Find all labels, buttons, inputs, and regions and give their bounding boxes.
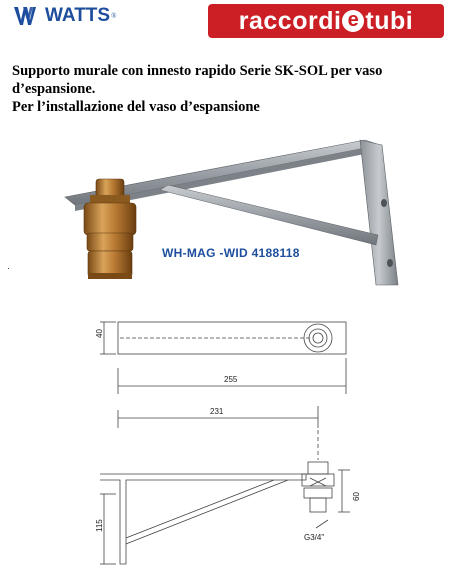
wall-bracket-photo	[60, 135, 410, 300]
logo-word-raccordi: raccordi	[238, 6, 342, 35]
dim-length-total: 255	[224, 375, 238, 384]
logo-letter-e: e	[342, 10, 364, 32]
stray-dot	[8, 268, 9, 269]
top-view	[100, 322, 346, 460]
product-description	[12, 62, 442, 116]
technical-drawing	[60, 310, 400, 582]
registered-mark: ®	[111, 12, 117, 20]
watts-logo	[14, 6, 116, 26]
side-view	[100, 462, 350, 564]
dim-height-connector: 60	[352, 492, 361, 501]
logo-word-tubi: tubi	[365, 6, 414, 35]
dim-length-inner: 231	[210, 407, 224, 416]
watts-logo-text: WATTS	[45, 5, 111, 26]
product-code: WH-MAG -WID 4188118	[162, 246, 300, 260]
dim-thread: G3/4"	[304, 533, 325, 542]
dim-height-bracket: 115	[95, 519, 104, 532]
raccordietubi-logo	[208, 4, 444, 38]
description-line-1: Supporto murale con innesto rapido Serie SK-SOL per vaso d’espansione.	[12, 63, 383, 97]
description-line-2: Per l’installazione del vaso d’espansione	[12, 99, 260, 115]
dim-height-top: 40	[95, 329, 104, 338]
watts-w-icon	[14, 6, 44, 26]
